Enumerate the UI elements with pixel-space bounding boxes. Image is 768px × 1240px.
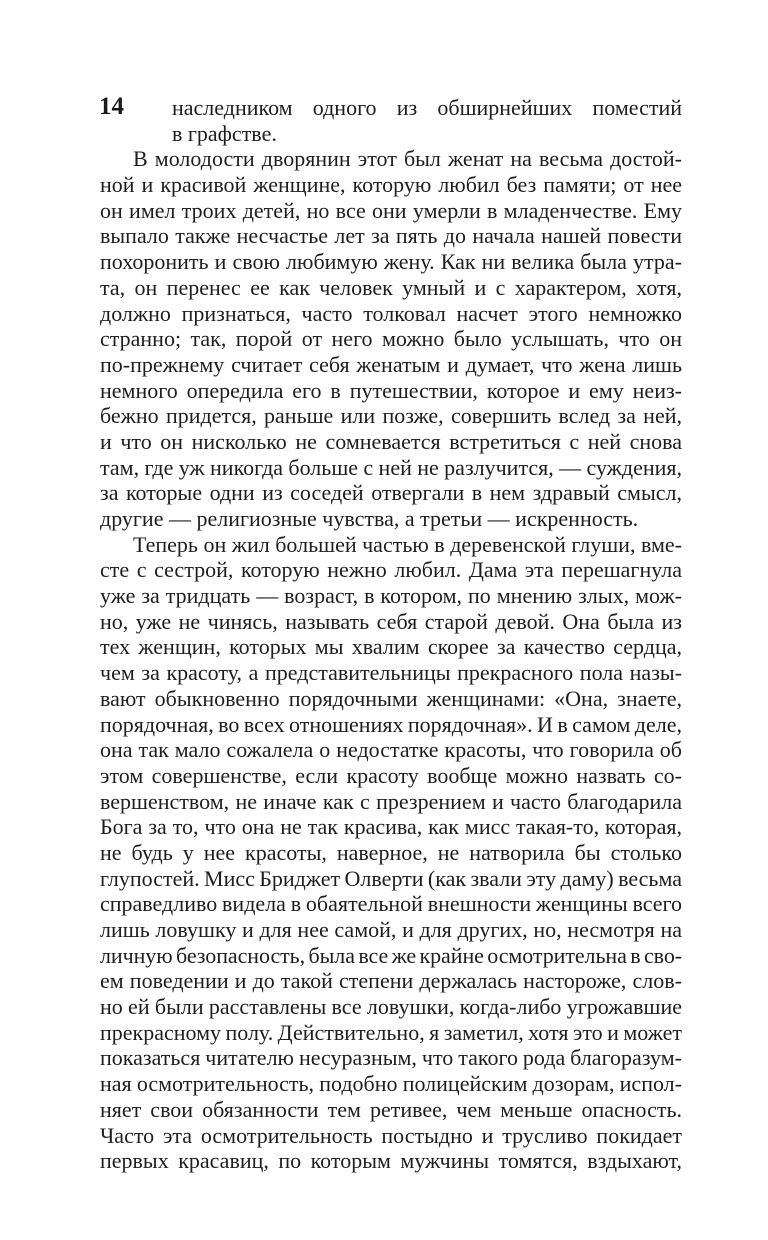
text-line [100,1097,682,1123]
text-line [100,737,682,763]
text-line-content: немного опередила его в путешествии, которое и ему неиз- [100,377,682,403]
text-line [100,609,682,635]
text-line-content: справедливо видела в обаятельной внешности женщины всего [100,891,682,917]
text-line [100,1123,682,1149]
text-line [100,943,682,969]
text-line-content: Часто эта осмотрительность постыдно и трусливо покидает [100,1122,682,1148]
text-line [100,891,682,917]
text-line-content: показаться читателю несуразным, что такого рода благоразум- [100,1045,682,1071]
text-line [100,1020,682,1046]
text-line [100,223,682,249]
text-line-content: порядочная, во всех отношениях порядочная». И в самом деле, [100,711,682,737]
text-line-content: та, он перенес ее как человек умный и с характером, хотя, [100,274,682,300]
text-line [100,583,682,609]
page-number: 14 [99,93,124,120]
text-line-content: сте с сестрой, которую нежно любил. Дама эта перешагнула [100,557,682,583]
text-line-content: чем за красоту, а представительницы прекрасного пола назы- [100,660,682,686]
text-line [100,480,682,506]
text-line [100,429,682,455]
text-line-content: за которые одни из соседей отвергали в нем здравый смысл, [100,480,682,506]
text-line [172,121,682,147]
text-line-content: уже за тридцать — возраст, в котором, по мнению злых, мож- [100,583,682,609]
text-line [100,789,682,815]
text-line-content: выпало также несчастье лет за пять до начала нашей повести [100,223,682,249]
text-line-content: там, где уж никогда больше с ней не разлучится, — суждения, [100,454,682,480]
paragraph [100,95,682,146]
text-line-content: няет свои обязанности тем ретивее, чем меньше опасность. [100,1096,682,1122]
text-line [100,1148,682,1174]
text-line-content: ной и красивой женщине, которую любил без памяти; от нее [100,172,682,198]
text-line-content: бежно придется, раньше или позже, совершить вслед за ней, [100,403,682,429]
text-line-content: в графстве. [172,120,277,146]
text-line-content: но, уже не чинясь, называть себя старой девой. Она была из [100,608,682,634]
text-line-content: тех женщин, которых мы хвалим скорее за качество сердца, [100,634,682,660]
text-line-content: ная осмотрительность, подобно полицейским дозорам, испол- [100,1071,682,1097]
text-line-content: должно признаться, часто толковал насчет этого немножко [100,300,682,326]
text-line-content: похоронить и свою любимую жену. Как ни велика была утра- [100,249,682,275]
text-line-content: она так мало сожалела о недостатке красоты, что говорила об [100,737,682,763]
text-line-content: странно; так, порой от него можно было услышать, что он [100,326,682,352]
text-line [100,378,682,404]
paragraph [100,146,682,531]
text-line-content: этом совершенстве, если красоту вообще можно назвать со- [100,762,682,788]
text-line-content: глупостей. Мисс Бриджет Олверти (как звали эту даму) весьма [100,865,682,891]
text-line [172,95,682,121]
body-text [100,95,682,1174]
text-line-content: но ей были расставлены все ловушки, когда-либо угрожавшие [100,994,682,1020]
text-line [100,275,682,301]
text-line [100,917,682,943]
text-line-content: он имел троих детей, но все они умерли в младенчестве. Ему [100,197,682,223]
text-line [100,172,682,198]
text-line [100,660,682,686]
text-line [100,634,682,660]
text-line [100,326,682,352]
text-line [100,557,682,583]
text-line [133,532,682,558]
text-line [100,994,682,1020]
text-line-content: В молодости дворянин этот был женат на весьма достой- [133,146,682,172]
text-line [100,301,682,327]
text-line-content: прекрасному полу. Действительно, я заметил, хотя это и может [100,1019,682,1045]
text-line [100,403,682,429]
text-line-content: не будь у нее красоты, наверное, не натворила бы столько [100,839,682,865]
text-line [100,1071,682,1097]
text-line-content: Теперь он жил большей частью в деревенской глуши, вме- [133,531,682,557]
text-line [100,840,682,866]
text-line [100,1045,682,1071]
text-line-content: другие — религиозные чувства, а третьи — искренность. [100,506,639,531]
text-line-content: вершенством, не иначе как с презрением и часто благодарила [100,788,682,814]
text-line [100,198,682,224]
text-line [100,455,682,481]
text-line [100,866,682,892]
text-line [100,814,682,840]
text-line [100,686,682,712]
text-line [100,506,682,532]
text-line-content: и что он нисколько не сомневается встретиться с ней снова [100,428,682,454]
text-line-content: лишь ловушку и для нее самой, и для других, но, несмотря на [100,917,682,942]
text-line-content: вают обыкновенно порядочными женщинами: «Она, знаете, [100,685,682,711]
text-line [100,763,682,789]
text-line-content: ем поведении и до такой степени держалась настороже, слов- [100,968,682,994]
text-line-content: личную безопасность, была все же крайне осмотрительна в сво- [100,942,682,968]
text-line [100,968,682,994]
text-line [100,249,682,275]
paragraph [100,532,682,1174]
text-line [100,352,682,378]
text-line [133,146,682,172]
text-line-content: первых красавиц, по которым мужчины томятся, вздыхают, [100,1148,682,1174]
text-line [100,712,682,738]
text-line-content: по-прежнему считает себя женатым и думает, что жена лишь [100,351,682,377]
text-line-content: наследником одного из обширнейших поместий [172,95,682,120]
text-line-content: Бога за то, что она не так красива, как мисс такая-то, которая, [100,814,682,840]
